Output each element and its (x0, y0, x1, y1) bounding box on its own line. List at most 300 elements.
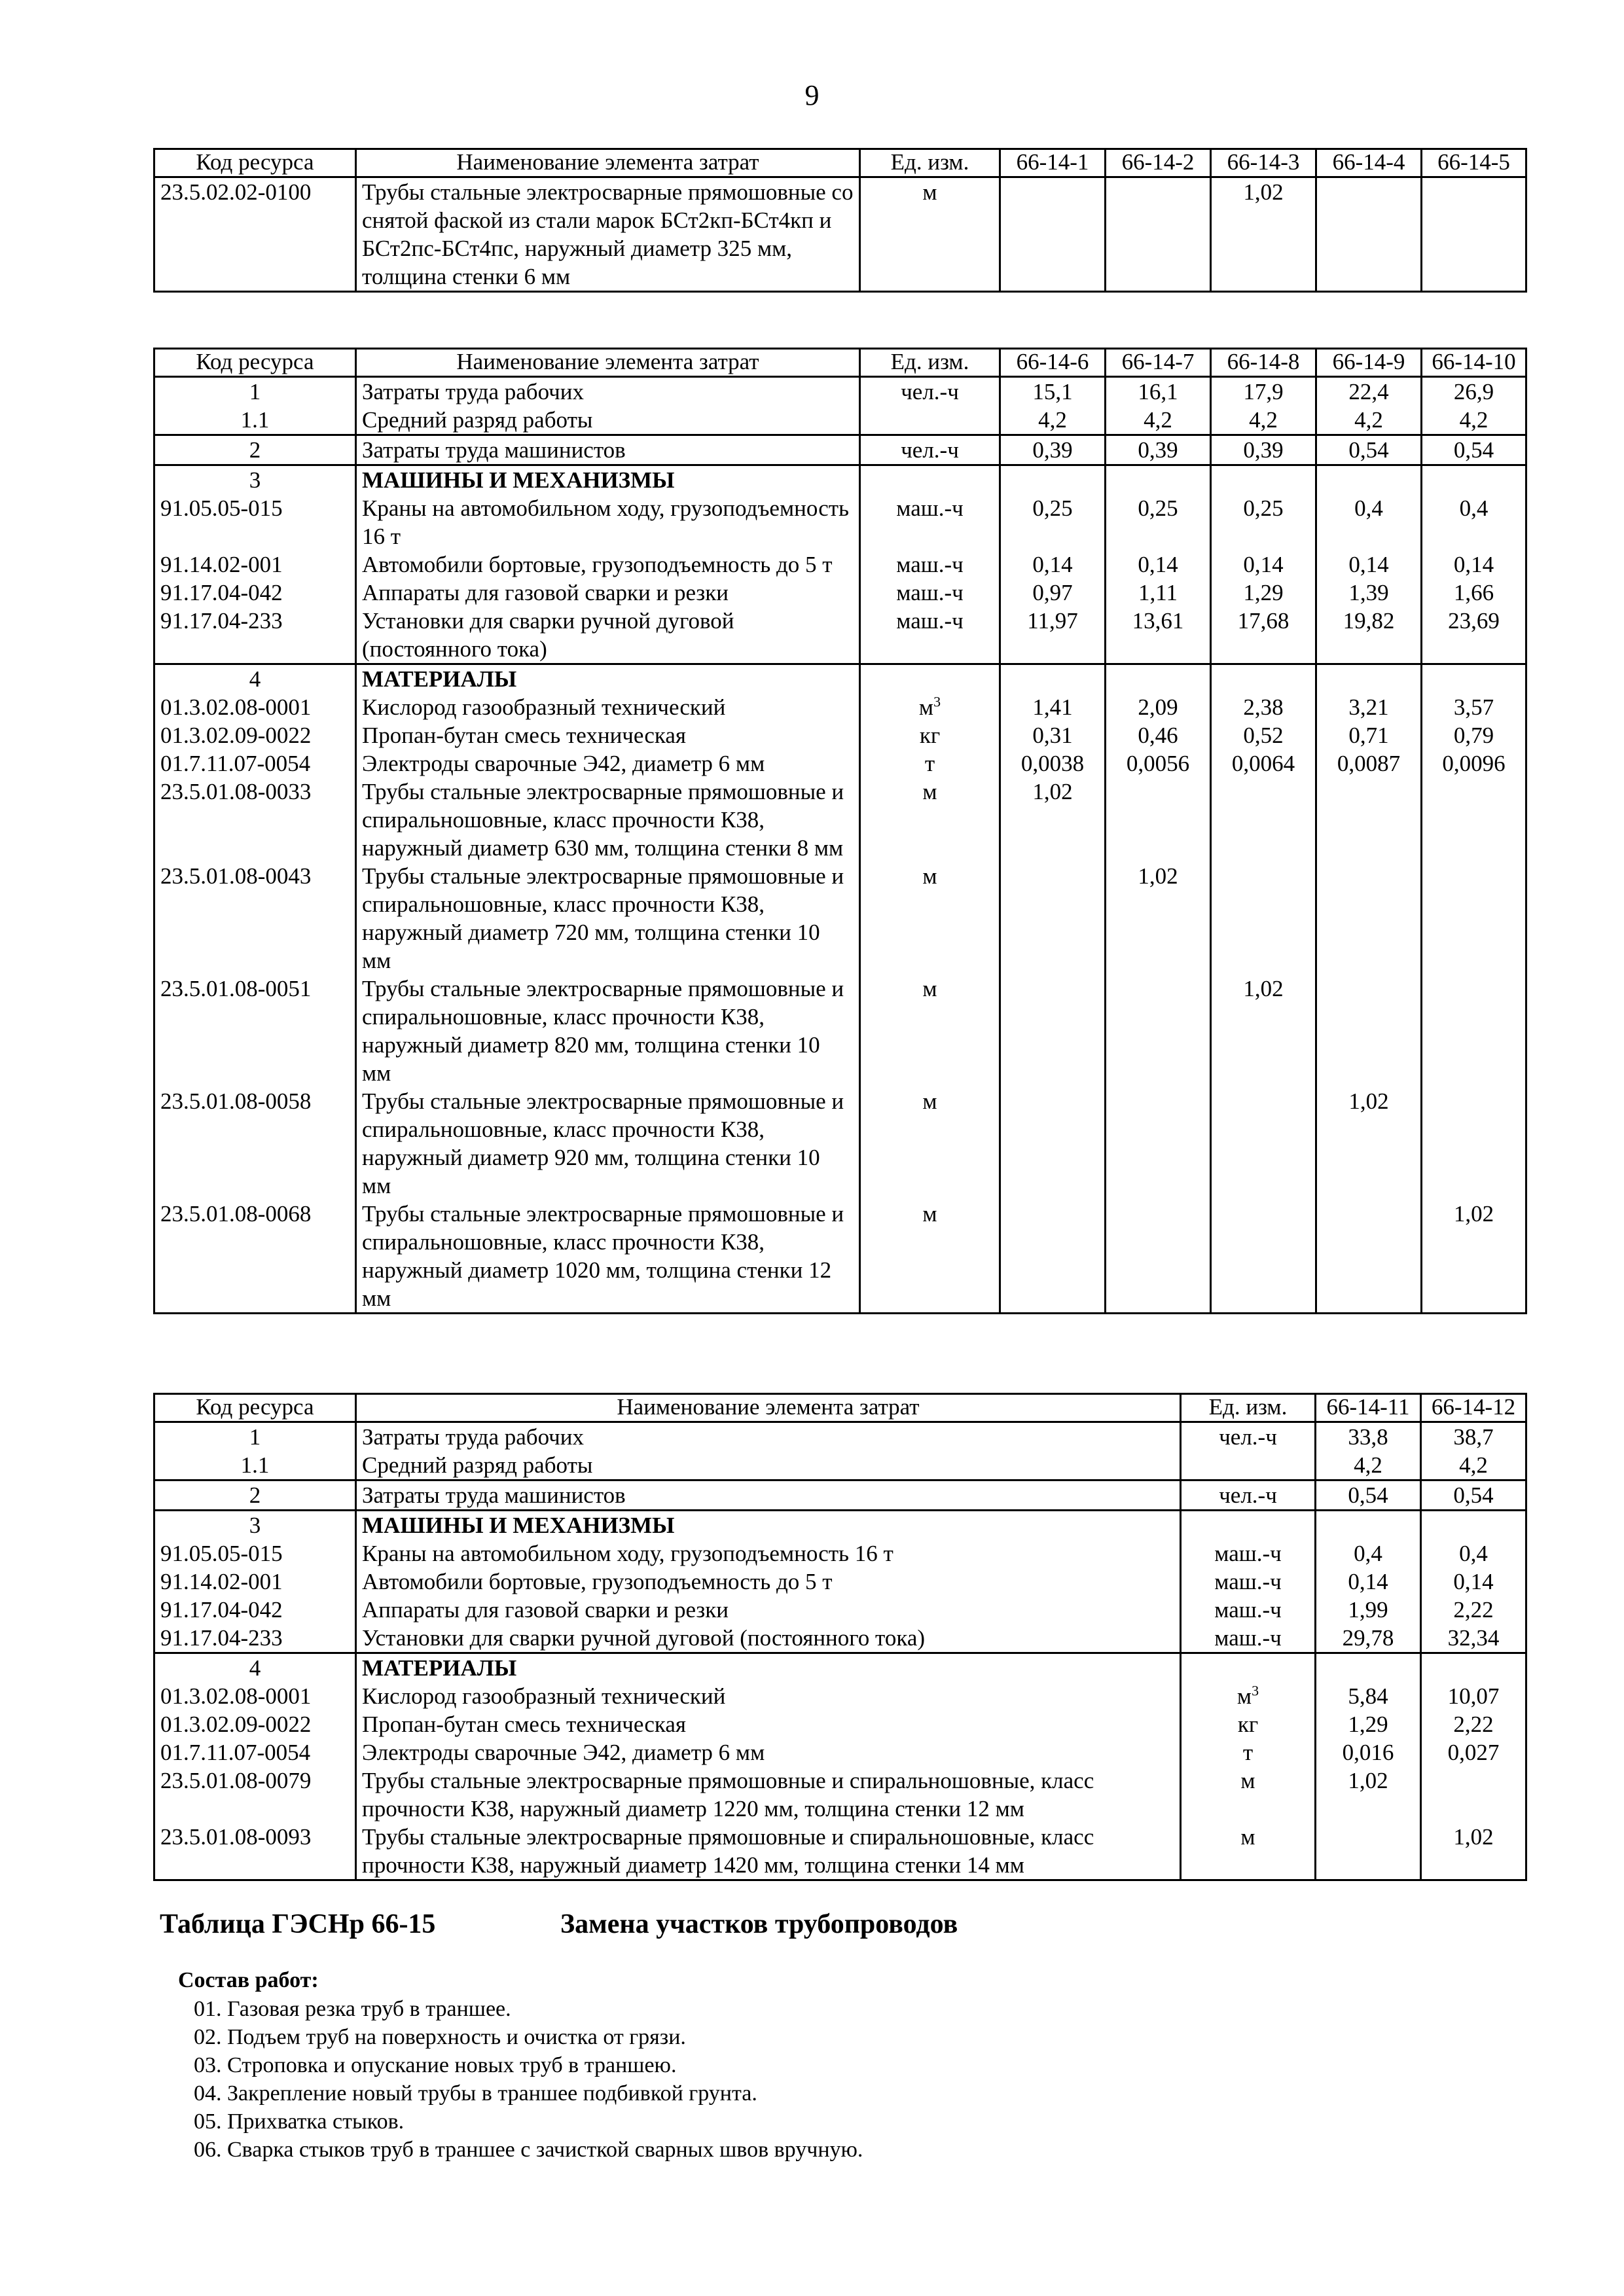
norm-value: 4,2 (1421, 1451, 1526, 1480)
unit (860, 721, 1000, 749)
table-row (154, 550, 1526, 579)
norm-value (1421, 1767, 1526, 1823)
norm-value (1422, 975, 1526, 1087)
unit-text: м (922, 779, 937, 804)
unit (1181, 1568, 1316, 1596)
norm-value (1000, 664, 1106, 694)
resource-name: Пропан-бутан смесь техническая (356, 1710, 1181, 1738)
resource-code: 2 (154, 435, 356, 465)
norm-value: 38,7 (1421, 1422, 1526, 1452)
norm-value (1316, 465, 1422, 495)
unit (860, 749, 1000, 778)
resource-name: Автомобили бортовые, грузоподъемность до 5 т (356, 1568, 1181, 1596)
header-code: Код ресурса (154, 349, 356, 377)
resource-name: МАТЕРИАЛЫ (356, 664, 860, 694)
resource-name: МАШИНЫ И МЕХАНИЗМЫ (356, 465, 860, 495)
resource-name: Автомобили бортовые, грузоподъемность до 5 т (356, 550, 860, 579)
norm-value (1000, 862, 1106, 975)
resource-code: 3 (154, 1511, 356, 1540)
norm-value (1316, 1200, 1422, 1314)
unit (1181, 1511, 1316, 1540)
unit-text: м (1236, 1683, 1252, 1709)
header-unit: Ед. изм. (860, 349, 1000, 377)
norm-value: 0,25 (1000, 494, 1106, 550)
resource-name: Электроды сварочные Э42, диаметр 6 мм (356, 749, 860, 778)
norm-value: 0,14 (1421, 1568, 1526, 1596)
table-header-row (154, 1394, 1526, 1422)
header-col: 66-14-3 (1211, 149, 1316, 177)
unit-text: маш.-ч (896, 580, 964, 605)
norm-value: 10,07 (1421, 1682, 1526, 1710)
norm-value: 4,2 (1211, 406, 1316, 435)
unit-text: маш.-ч (1214, 1597, 1282, 1623)
resource-code: 01.7.11.07-0054 (154, 749, 356, 778)
table-row (154, 435, 1526, 465)
norm-value (1211, 862, 1316, 975)
norm-value: 0,54 (1316, 435, 1422, 465)
norm-value: 4,2 (1316, 1451, 1421, 1480)
norm-value (1000, 1200, 1106, 1314)
unit-text: т (1242, 1740, 1254, 1765)
norm-value (1316, 1653, 1421, 1683)
unit (860, 607, 1000, 664)
unit (860, 1200, 1000, 1314)
work-list (178, 1995, 863, 2164)
norm-value (1106, 465, 1211, 495)
norm-value: 0,39 (1211, 435, 1316, 465)
resource-name: Электроды сварочные Э42, диаметр 6 мм (356, 1738, 1181, 1767)
resource-code: 23.5.01.08-0093 (154, 1823, 356, 1880)
norm-value: 0,4 (1316, 494, 1422, 550)
resource-name: Трубы стальные электросварные прямошовные и спиральношовные, класс прочности К38, наружный диаметр 630 мм, толщина стенки 8 мм (356, 778, 860, 862)
work-item: 03. Строповка и опускание новых труб в траншею. (194, 2053, 677, 2077)
norm-value: 22,4 (1316, 377, 1422, 406)
unit-text: т (924, 751, 935, 776)
norm-value: 29,78 (1316, 1624, 1421, 1653)
table-row (154, 1087, 1526, 1200)
norm-value: 15,1 (1000, 377, 1106, 406)
unit-text: м (1240, 1768, 1255, 1793)
resource-name: Трубы стальные электросварные прямошовные и спиральношовные, класс прочности К38, наружный диаметр 720 мм, толщина стенки 10 мм (356, 862, 860, 975)
work-item: 06. Сварка стыков труб в траншее с зачисткой сварных швов вручную. (194, 2138, 863, 2162)
resource-code: 91.14.02-001 (154, 550, 356, 579)
unit (1181, 1823, 1316, 1880)
norm-value: 1,29 (1316, 1710, 1421, 1738)
unit (1181, 1653, 1316, 1683)
norm-value (1106, 177, 1211, 292)
work-item: 05. Прихватка стыков. (194, 2109, 405, 2134)
resource-code: 4 (154, 664, 356, 694)
unit-text: м (922, 1088, 937, 1114)
norm-value: 3,21 (1316, 693, 1422, 721)
unit-text: чел.-ч (901, 379, 959, 404)
unit (860, 1087, 1000, 1200)
norm-value: 1,29 (1211, 579, 1316, 607)
table-row (154, 1738, 1526, 1767)
norm-value: 0,54 (1316, 1480, 1421, 1511)
unit-superscript: 3 (933, 693, 941, 710)
resource-code: 2 (154, 1480, 356, 1511)
norm-value: 0,52 (1211, 721, 1316, 749)
norm-value (1422, 664, 1526, 694)
unit (1181, 1596, 1316, 1624)
norm-value: 1,66 (1422, 579, 1526, 607)
table-body (154, 177, 1526, 292)
unit-text: маш.-ч (896, 608, 964, 634)
norm-value (1000, 1087, 1106, 1200)
table-row (154, 494, 1526, 550)
norm-value: 4,2 (1316, 406, 1422, 435)
norm-value (1421, 1511, 1526, 1540)
resource-name: Трубы стальные электросварные прямошовные и спиральношовные, класс прочности К38, наружный диаметр 1020 мм, толщина стенки 12 мм (356, 1200, 860, 1314)
table-row (154, 1823, 1526, 1880)
resource-code: 01.3.02.09-0022 (154, 721, 356, 749)
unit (1181, 1539, 1316, 1568)
norm-value: 1,02 (1316, 1087, 1422, 1200)
norm-value: 4,2 (1422, 406, 1526, 435)
norm-value: 0,14 (1422, 550, 1526, 579)
table-row (154, 1682, 1526, 1710)
table-row (154, 975, 1526, 1087)
resource-name: Средний разряд работы (356, 1451, 1181, 1480)
resource-name: Кислород газообразный технический (356, 693, 860, 721)
unit (860, 406, 1000, 435)
unit (860, 177, 1000, 292)
norm-value: 0,0096 (1422, 749, 1526, 778)
norm-value: 0,0064 (1211, 749, 1316, 778)
resource-code: 23.5.01.08-0033 (154, 778, 356, 862)
unit (860, 778, 1000, 862)
resource-code: 01.3.02.08-0001 (154, 1682, 356, 1710)
resource-code: 91.17.04-042 (154, 579, 356, 607)
header-col: 66-14-7 (1106, 349, 1211, 377)
resource-code: 91.14.02-001 (154, 1568, 356, 1596)
norm-value: 0,14 (1106, 550, 1211, 579)
resource-name: Трубы стальные электросварные прямошовные и спиральношовные, класс прочности К38, наружный диаметр 820 мм, толщина стенки 10 мм (356, 975, 860, 1087)
unit-text: маш.-ч (896, 495, 964, 521)
resource-code: 4 (154, 1653, 356, 1683)
table-row (154, 177, 1526, 292)
header-code: Код ресурса (154, 1394, 356, 1422)
table-row (154, 1539, 1526, 1568)
resource-code: 91.17.04-233 (154, 1624, 356, 1653)
norm-value (1211, 778, 1316, 862)
norm-value: 0,71 (1316, 721, 1422, 749)
section-heading (160, 1906, 958, 1943)
resource-name: Трубы стальные электросварные прямошовные и спиральношовные, класс прочности К38, наружный диаметр 1220 мм, толщина стенки 12 мм (356, 1767, 1181, 1823)
table-header-row (154, 349, 1526, 377)
unit (860, 465, 1000, 495)
resource-name: Затраты труда машинистов (356, 1480, 1181, 1511)
table-row (154, 778, 1526, 862)
resource-name: Аппараты для газовой сварки и резки (356, 579, 860, 607)
unit (1181, 1710, 1316, 1738)
norm-value: 0,0038 (1000, 749, 1106, 778)
page-number: 9 (804, 79, 820, 111)
norm-value (1422, 862, 1526, 975)
unit-text: маш.-ч (1214, 1541, 1282, 1566)
unit-text: чел.-ч (901, 437, 959, 463)
norm-value: 0,14 (1211, 550, 1316, 579)
unit-text: м (918, 694, 934, 720)
unit (860, 693, 1000, 721)
norm-value (1211, 1087, 1316, 1200)
resource-name: Краны на автомобильном ходу, грузоподъемность 16 т (356, 494, 860, 550)
norm-value: 0,39 (1106, 435, 1211, 465)
norm-value: 0,4 (1422, 494, 1526, 550)
norm-value: 0,46 (1106, 721, 1211, 749)
resource-name: Аппараты для газовой сварки и резки (356, 1596, 1181, 1624)
table-row (154, 1568, 1526, 1596)
table-row (154, 1596, 1526, 1624)
table-row (154, 465, 1526, 495)
norm-value: 0,39 (1000, 435, 1106, 465)
norm-value (1316, 778, 1422, 862)
norm-value: 0,25 (1211, 494, 1316, 550)
header-col: 66-14-1 (1000, 149, 1106, 177)
norm-value: 16,1 (1106, 377, 1211, 406)
norm-value (1000, 177, 1106, 292)
header-code: Код ресурса (154, 149, 356, 177)
unit (860, 494, 1000, 550)
resource-code: 1.1 (154, 1451, 356, 1480)
norm-value (1316, 1823, 1421, 1880)
resource-table-1 (153, 148, 1527, 293)
unit (860, 579, 1000, 607)
norm-value: 23,69 (1422, 607, 1526, 664)
norm-value: 1,11 (1106, 579, 1211, 607)
norm-value (1422, 465, 1526, 495)
table-row (154, 1710, 1526, 1738)
norm-value (1422, 1087, 1526, 1200)
unit-text: маш.-ч (896, 552, 964, 577)
resource-code: 1 (154, 377, 356, 406)
table-row (154, 377, 1526, 406)
header-name: Наименование элемента затрат (356, 1394, 1181, 1422)
unit-text: чел.-ч (1219, 1482, 1277, 1508)
header-col: 66-14-5 (1422, 149, 1526, 177)
resource-name: Установки для сварки ручной дуговой (постоянного тока) (356, 607, 860, 664)
resource-code: 23.5.01.08-0079 (154, 1767, 356, 1823)
table-body (154, 1422, 1526, 1880)
resource-code: 91.05.05-015 (154, 494, 356, 550)
resource-code: 23.5.02.02-0100 (154, 177, 356, 292)
norm-value: 4,2 (1000, 406, 1106, 435)
resource-code: 3 (154, 465, 356, 495)
unit-text: м (922, 1201, 937, 1227)
unit-text: м (922, 863, 937, 889)
norm-value: 1,02 (1316, 1767, 1421, 1823)
header-name: Наименование элемента затрат (356, 149, 860, 177)
norm-value: 0,4 (1421, 1539, 1526, 1568)
norm-value: 1,39 (1316, 579, 1422, 607)
norm-value: 26,9 (1422, 377, 1526, 406)
norm-value: 0,31 (1000, 721, 1106, 749)
resource-code: 23.5.01.08-0043 (154, 862, 356, 975)
header-col: 66-14-10 (1422, 349, 1526, 377)
norm-value: 0,14 (1316, 1568, 1421, 1596)
norm-value: 33,8 (1316, 1422, 1421, 1452)
norm-value: 19,82 (1316, 607, 1422, 664)
resource-name: Пропан-бутан смесь техническая (356, 721, 860, 749)
norm-value: 0,14 (1000, 550, 1106, 579)
norm-value (1316, 1511, 1421, 1540)
resource-name: Установки для сварки ручной дуговой (постоянного тока) (356, 1624, 1181, 1653)
resource-code: 91.17.04-042 (154, 1596, 356, 1624)
norm-value (1106, 1087, 1211, 1200)
resource-name: МАШИНЫ И МЕХАНИЗМЫ (356, 1511, 1181, 1540)
header-unit: Ед. изм. (860, 149, 1000, 177)
table-row (154, 1451, 1526, 1480)
table-row (154, 749, 1526, 778)
unit (860, 377, 1000, 406)
resource-code: 1 (154, 1422, 356, 1452)
resource-name: Средний разряд работы (356, 406, 860, 435)
header-col: 66-14-12 (1421, 1394, 1526, 1422)
header-col: 66-14-2 (1106, 149, 1211, 177)
norm-value: 0,54 (1422, 435, 1526, 465)
norm-value: 17,68 (1211, 607, 1316, 664)
table-row (154, 607, 1526, 664)
norm-value: 2,38 (1211, 693, 1316, 721)
norm-value (1316, 975, 1422, 1087)
header-col: 66-14-11 (1316, 1394, 1421, 1422)
norm-value: 2,22 (1421, 1596, 1526, 1624)
norm-value: 1,99 (1316, 1596, 1421, 1624)
norm-value: 2,09 (1106, 693, 1211, 721)
resource-code: 01.3.02.08-0001 (154, 693, 356, 721)
resource-name: Краны на автомобильном ходу, грузоподъемность 16 т (356, 1539, 1181, 1568)
table-number: Таблица ГЭСНр 66-15 (160, 1909, 436, 1939)
norm-value: 1,02 (1421, 1823, 1526, 1880)
norm-value: 4,2 (1106, 406, 1211, 435)
work-composition (178, 1966, 863, 2164)
norm-value: 0,54 (1421, 1480, 1526, 1511)
unit (860, 435, 1000, 465)
norm-value (1106, 778, 1211, 862)
unit (1181, 1682, 1316, 1710)
table-row (154, 1422, 1526, 1452)
header-col: 66-14-6 (1000, 349, 1106, 377)
norm-value (1316, 177, 1422, 292)
work-title: Состав работ: (178, 1968, 319, 1992)
norm-value: 3,57 (1422, 693, 1526, 721)
unit-text: маш.-ч (1214, 1569, 1282, 1594)
table-row (154, 1624, 1526, 1653)
table-row (154, 579, 1526, 607)
unit-text: м (922, 976, 937, 1001)
resource-code: 01.3.02.09-0022 (154, 1710, 356, 1738)
resource-code: 23.5.01.08-0051 (154, 975, 356, 1087)
header-col: 66-14-4 (1316, 149, 1422, 177)
resource-name: МАТЕРИАЛЫ (356, 1653, 1181, 1683)
norm-value (1106, 1200, 1211, 1314)
norm-value: 32,34 (1421, 1624, 1526, 1653)
norm-value: 13,61 (1106, 607, 1211, 664)
table-row (154, 1653, 1526, 1683)
unit (1181, 1767, 1316, 1823)
resource-name: Трубы стальные электросварные прямошовные и спиральношовные, класс прочности К38, наружный диаметр 920 мм, толщина стенки 10 мм (356, 1087, 860, 1200)
norm-value: 1,02 (1211, 177, 1316, 292)
work-item: 01. Газовая резка труб в траншее. (194, 1997, 511, 2021)
resource-name: Кислород газообразный технический (356, 1682, 1181, 1710)
norm-value: 0,97 (1000, 579, 1106, 607)
norm-value (1422, 778, 1526, 862)
norm-value: 1,02 (1422, 1200, 1526, 1314)
unit (1181, 1624, 1316, 1653)
table-row (154, 1200, 1526, 1314)
norm-value: 0,79 (1422, 721, 1526, 749)
table-row (154, 721, 1526, 749)
norm-value (1422, 177, 1526, 292)
norm-value (1211, 664, 1316, 694)
resource-table-3 (153, 1393, 1527, 1881)
unit-text: маш.-ч (1214, 1625, 1282, 1651)
norm-value: 11,97 (1000, 607, 1106, 664)
unit (1181, 1480, 1316, 1511)
unit (1181, 1451, 1316, 1480)
norm-value: 0,0056 (1106, 749, 1211, 778)
norm-value (1316, 664, 1422, 694)
resource-code: 23.5.01.08-0068 (154, 1200, 356, 1314)
table-row (154, 693, 1526, 721)
norm-value (1106, 664, 1211, 694)
table-row (154, 1511, 1526, 1540)
unit (1181, 1738, 1316, 1767)
table-row (154, 862, 1526, 975)
table-title: Замена участков трубопроводов (560, 1909, 958, 1939)
header-unit: Ед. изм. (1181, 1394, 1316, 1422)
norm-value: 0,016 (1316, 1738, 1421, 1767)
norm-value (1316, 862, 1422, 975)
norm-value: 17,9 (1211, 377, 1316, 406)
norm-value: 0,027 (1421, 1738, 1526, 1767)
unit (860, 550, 1000, 579)
header-col: 66-14-8 (1211, 349, 1316, 377)
unit-superscript: 3 (1252, 1682, 1259, 1699)
unit-text: м (922, 179, 937, 205)
resource-name: Трубы стальные электросварные прямошовные и спиральношовные, класс прочности К38, наружный диаметр 1420 мм, толщина стенки 14 мм (356, 1823, 1181, 1880)
unit-text: кг (1237, 1712, 1259, 1737)
header-name: Наименование элемента затрат (356, 349, 860, 377)
norm-value: 0,0087 (1316, 749, 1422, 778)
norm-value (1211, 1200, 1316, 1314)
resource-table-2 (153, 348, 1527, 1314)
work-item: 02. Подъем труб на поверхность и очистка от грязи. (194, 2025, 686, 2049)
work-item: 04. Закрепление новый трубы в траншее подбивкой грунта. (194, 2081, 757, 2106)
unit-text: кг (919, 723, 941, 748)
norm-value: 1,02 (1000, 778, 1106, 862)
resource-code: 91.05.05-015 (154, 1539, 356, 1568)
resource-name: Затраты труда рабочих (356, 377, 860, 406)
unit-text: м (1240, 1824, 1255, 1850)
table-row (154, 664, 1526, 694)
resource-name: Затраты труда машинистов (356, 435, 860, 465)
table-body (154, 377, 1526, 1314)
resource-code: 1.1 (154, 406, 356, 435)
norm-value: 1,02 (1106, 862, 1211, 975)
norm-value: 0,14 (1316, 550, 1422, 579)
resource-name: Трубы стальные электросварные прямошовные со снятой фаской из стали марок БСт2кп-БСт4кп и БСт2пс-БСт4пс, наружный диаметр 325 мм, толщина стенки 6 мм (356, 177, 860, 292)
norm-value (1000, 975, 1106, 1087)
table-header-row (154, 149, 1526, 177)
table-row (154, 406, 1526, 435)
norm-value: 1,02 (1211, 975, 1316, 1087)
unit (1181, 1422, 1316, 1452)
unit (860, 975, 1000, 1087)
norm-value: 0,25 (1106, 494, 1211, 550)
resource-code: 91.17.04-233 (154, 607, 356, 664)
